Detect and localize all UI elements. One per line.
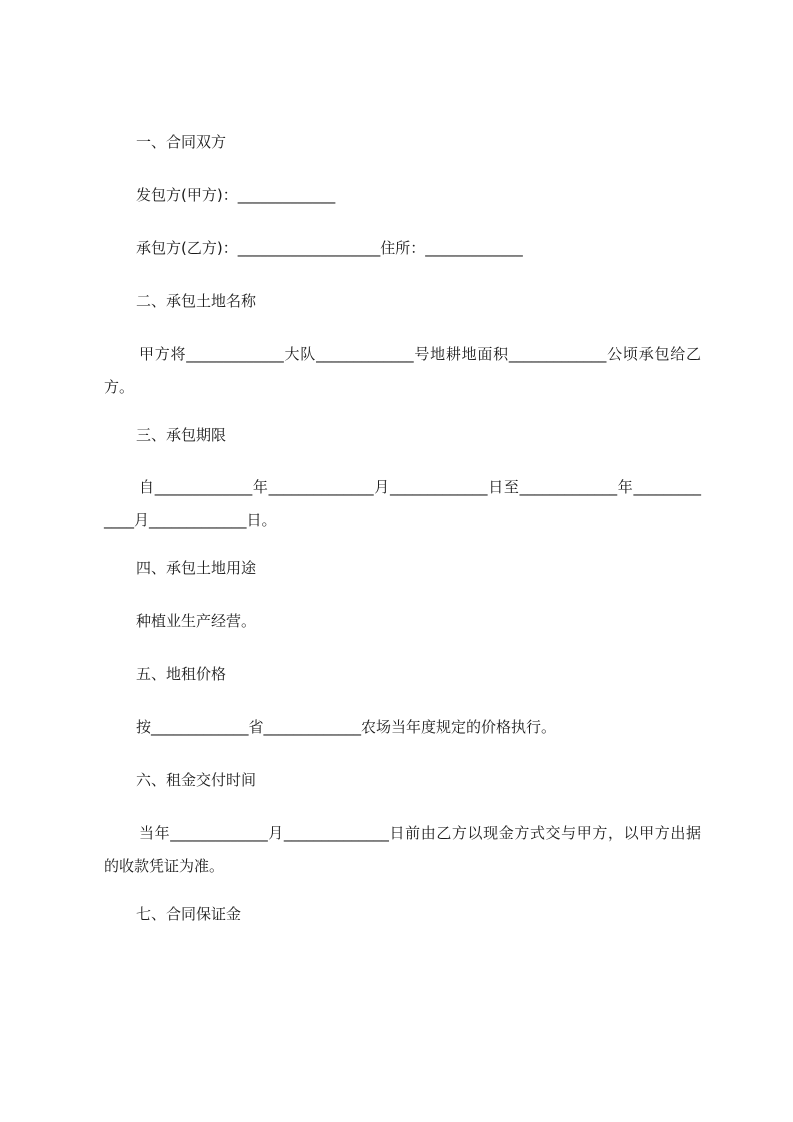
section-heading-usage: 四、承包土地用途: [136, 559, 257, 577]
section-heading-deposit: 七、合同保证金: [136, 905, 242, 923]
section-heading-parties: 一、合同双方: [136, 133, 227, 151]
payment-time-paragraph: 当年_____________月______________日前由乙方以现金方式交与甲方，以甲方出据的收款凭证为准。: [104, 824, 701, 875]
land-name-paragraph: 甲方将_____________大队_____________号地耕地面积_____________公顷承包给乙方。: [104, 345, 701, 396]
usage-line: 种植业生产经营。: [136, 612, 257, 630]
section-heading-term: 三、承包期限: [136, 426, 227, 444]
term-paragraph: 自_____________年______________月_____________日至_____________年_____________月_____________日。: [104, 478, 701, 529]
party-b-line: 承包方(乙方)：___________________住所：_____________: [136, 239, 523, 257]
party-a-line: 发包方(甲方)：_____________: [136, 186, 336, 204]
section-heading-land-name: 二、承包土地名称: [136, 292, 257, 310]
section-heading-rent-price: 五、地租价格: [136, 665, 227, 683]
section-heading-payment-time: 六、租金交付时间: [136, 771, 257, 789]
rent-price-line: 按_____________省_____________农场当年度规定的价格执行。: [136, 718, 557, 736]
